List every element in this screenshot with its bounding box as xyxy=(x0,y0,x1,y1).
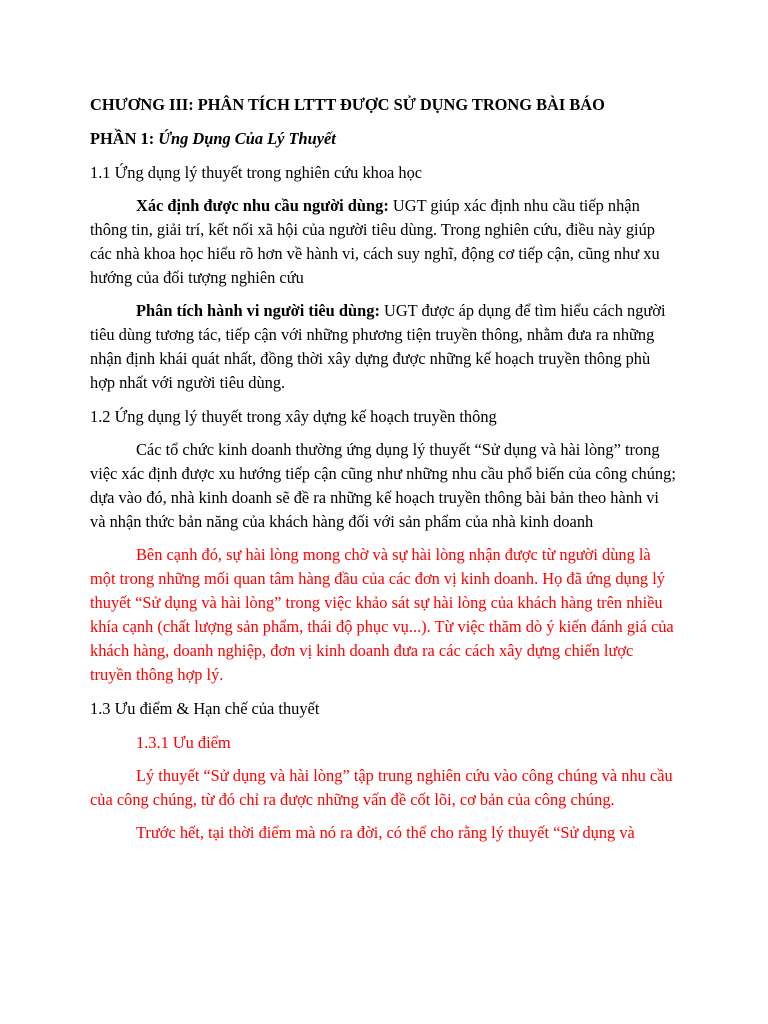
paragraph-user-needs xyxy=(90,194,678,290)
section-1-2-heading: 1.2 Ứng dụng lý thuyết trong xây dựng kế hoạch truyền thông xyxy=(90,407,497,426)
paragraph-user-needs-body: UGT giúp xác định nhu cầu tiếp nhận thông tin, giải trí, kết nối xã hội của người tiêu dùng. Trong nghiên cứu, điều này giúp các nhà khoa học hiểu rõ hơn về hành vi, cách suy nghĩ, động cơ tiếp cận, cũng như xu hướng của đối tượng nghiên cứu xyxy=(90,196,660,287)
paragraph-consumer-behavior-body: UGT được áp dụng để tìm hiểu cách người tiêu dùng tương tác, tiếp cận với những phương tiện truyền thông, nhằm đưa ra những nhận định khái quát nhất, đồng thời xây dựng được những kế hoạch truyền thông phù hợp nhất với người tiêu dùng. xyxy=(90,301,666,392)
chapter-title: CHƯƠNG III: PHÂN TÍCH LTTT ĐƯỢC SỬ DỤNG TRONG BÀI BÁO xyxy=(90,95,605,114)
paragraph-consumer-behavior-lead: Phân tích hành vi người tiêu dùng: xyxy=(136,301,380,320)
paragraph-advantage-1: Lý thuyết “Sử dụng và hài lòng” tập trung nghiên cứu vào công chúng và nhu cầu của công chúng, từ đó chỉ ra được những vấn đề cốt lõi, cơ bản của công chúng. xyxy=(90,766,673,809)
paragraph-user-needs-lead: Xác định được nhu cầu người dùng: xyxy=(136,196,389,215)
part-title: Ứng Dụng Của Lý Thuyết xyxy=(158,129,336,148)
paragraph-consumer-behavior xyxy=(90,299,678,395)
section-1-1-heading: 1.1 Ứng dụng lý thuyết trong nghiên cứu khoa học xyxy=(90,163,423,182)
paragraph-satisfaction: Bên cạnh đó, sự hài lòng mong chờ và sự hài lòng nhận được từ người dùng là một trong những mối quan tâm hàng đầu của các đơn vị kinh doanh. Họ đã ứng dụng lý thuyết “Sử dụng và hài lòng” trong việc khảo sát sự hài lòng của khách hàng trên nhiều khía cạnh (chất lượng sản phẩm, thái độ phục vụ...). Từ việc thăm dò ý kiến đánh giá của khách hàng, doanh nghiệp, đơn vị kinh doanh đưa ra các cách xây dựng chiến lược truyền thông hợp lý. xyxy=(90,545,674,684)
paragraph-business-orgs: Các tổ chức kinh doanh thường ứng dụng lý thuyết “Sử dụng và hài lòng” trong việc xác định được xu hướng tiếp cận cũng như những nhu cầu phổ biến của công chúng; dựa vào đó, nhà kinh doanh sẽ đề ra những kế hoạch truyền thông bài bản theo hành vi và nhận thức bản năng của khách hàng đối với sản phẩm của nhà kinh doanh xyxy=(90,440,676,531)
part-heading xyxy=(90,127,678,151)
part-label: PHẦN 1: xyxy=(90,129,159,148)
section-1-3-heading: 1.3 Ưu điểm & Hạn chế của thuyết xyxy=(90,699,320,718)
paragraph-advantage-2: Trước hết, tại thời điểm mà nó ra đời, có thể cho rằng lý thuyết “Sử dụng và xyxy=(136,823,635,842)
section-1-3-1-heading: 1.3.1 Ưu điểm xyxy=(136,733,231,752)
